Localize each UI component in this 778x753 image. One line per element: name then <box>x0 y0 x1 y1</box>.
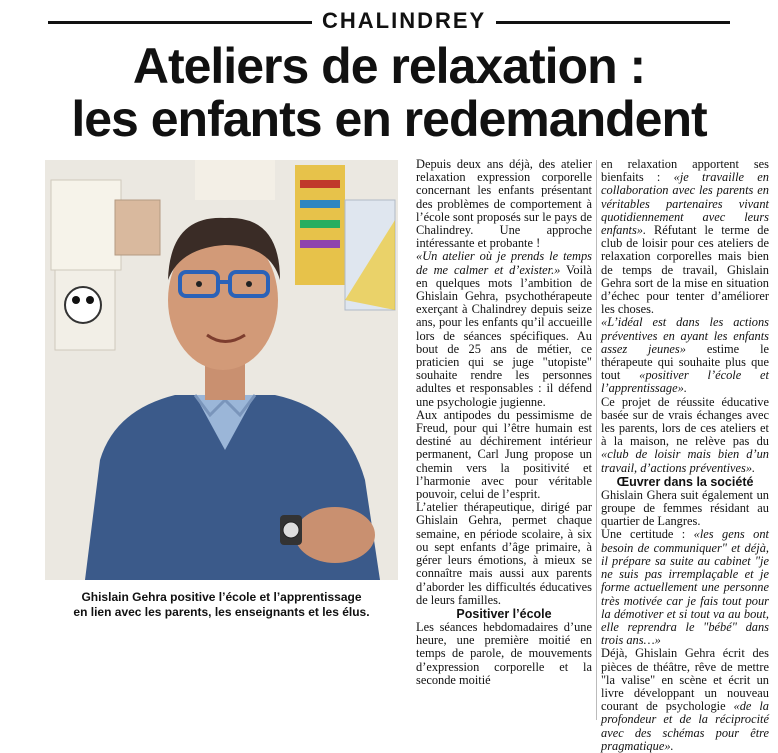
paragraph-text: estime le thérapeute qui souhaite plus que tout <box>601 341 770 383</box>
quote: «L’idéal est dans les actions préventives en ayant les enfants assez jeunes» <box>601 315 769 356</box>
paragraph: Aux antipodes du pessimisme de Freud, pour qui l’être humain est destiné au déchirement intérieur permanent, Carl Jung propose un chemin vers la positivité et l’harmonie avec pour véritable pouvoir, celui de l’esprit. <box>416 407 592 502</box>
paragraph-text: Voilà en quelques mots l’ambition de Ghislain Gehra, psychothérapeute exerçant à Chalindrey depuis seize ans, pour les enfants qu’il accueille lors de séances spécifiques. Au bout de 25 ans de métier, ce praticien qui se juge "utopiste" souhaite rendre les personnes adultes et responsables : il défend une psychologie jugienne. <box>416 262 592 409</box>
quote: «club de loisir mais bien d’un travail, d’actions préventives». <box>601 447 769 475</box>
section-kicker: CHALINDREY <box>312 8 496 34</box>
article-photo <box>45 160 398 580</box>
photo-caption-line-1: Ghislain Gehra positive l’école et l’apprentissage <box>81 590 362 604</box>
photo-caption <box>45 590 398 620</box>
paragraph <box>601 528 769 647</box>
quote: «les gens ont besoin de communiquer" et déjà, il prépare sa suite au cabinet "je ne suis pas irremplaçable et je forme actuellement une personne très motivée car je fais tout pour la démotiver et si tout va au bout, elle reprendra le "bébé" dans trois ans…» <box>601 527 769 648</box>
portrait-illustration <box>45 160 398 580</box>
quote: «positiver l’école et l’apprentissage». <box>601 368 770 396</box>
paragraph <box>601 647 769 753</box>
subheading: Œuvrer dans la société <box>616 474 754 489</box>
paragraph <box>601 316 769 395</box>
paragraph-text: Ce projet de réussite éducative basée sur de vrais échanges avec les parents, lors de ces ateliers et à la maison, ne relève pas du <box>601 394 769 449</box>
subheading: Positiver l’école <box>456 606 552 621</box>
headline <box>0 40 778 146</box>
quote: «je travaille en collaboration avec les parents en véritables partenaires vivant quotidiennement avec leurs enfants». <box>601 170 769 238</box>
headline-line-1: Ateliers de relaxation : <box>132 38 646 94</box>
paragraph: L’atelier thérapeutique, dirigé par Ghislain Gehra, permet chaque semaine, en période scolaire, à six ou sept enfants d’âge primaire, à gérer leurs émotions, à mieux se connaître mais aussi aux parents d’aborder les difficultés éducatives de leurs familles. <box>416 500 592 607</box>
headline-line-2: les enfants en redemandent <box>71 91 707 147</box>
paragraph <box>601 158 769 316</box>
quote: «Un atelier où je prends le temps de me calmer et d’exister.» <box>416 249 592 277</box>
article-column-1 <box>416 158 592 687</box>
paragraph <box>416 250 592 408</box>
paragraph-text: en relaxation apportent ses bienfaits : <box>601 157 769 185</box>
photo-caption-line-2: en lien avec les parents, les enseignants et les élus. <box>73 605 370 619</box>
paragraph-text: Réfutant le terme de club de loisir pour ces ateliers de relaxation corporelles mais bien de temps de travail, Ghislain Gehra sort de la mise en situation d’échec pour tenter d’améliorer les choses. <box>601 223 769 317</box>
paragraph: Depuis deux ans déjà, des atelier relaxation expression corporelle concernant les enfants présentant des problèmes de comportement à l’école sont proposés sur le pays de Chalindrey. Une approche intéressante et probante ! <box>416 157 592 251</box>
kicker-bar <box>0 8 778 34</box>
article-column-2 <box>601 158 769 753</box>
paragraph: Ghislain Ghera suit également un groupe de femmes résidant au quartier de Langres. <box>601 487 769 529</box>
paragraph-text: Déjà, Ghislain Gehra écrit des pièces de théâtre, rêve de mettre "la valise" en scène et écrit un livre développant un nouveau courant de psychologie <box>601 646 769 714</box>
paragraph: Les séances hebdomadaires d’une heure, une première moitié en temps de parole, de mouvements d’expression corporelle et la seconde moitié <box>416 619 592 687</box>
column-divider <box>596 160 597 720</box>
quote: «de la profondeur et de la réciprocité avec des schémas pour être pragmatique». <box>601 699 769 753</box>
paragraph-text: Une certitude : <box>601 527 694 542</box>
paragraph <box>601 396 769 475</box>
